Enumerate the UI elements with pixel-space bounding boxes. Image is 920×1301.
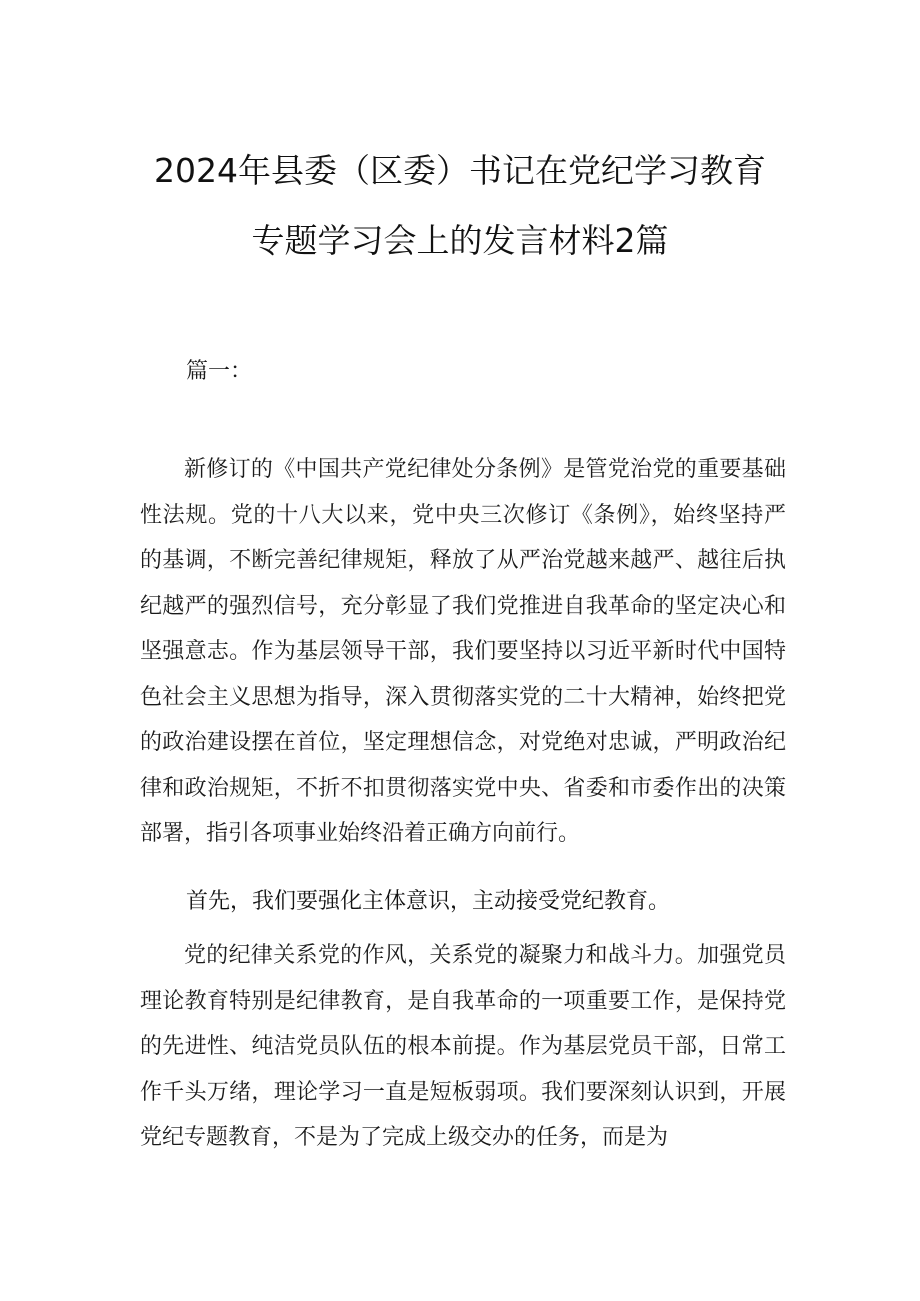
document-title-line-1: 2024年县委（区委）书记在党纪学习教育 [154,151,766,190]
document-title-line-2: 专题学习会上的发言材料2篇 [251,221,669,260]
section-label: 篇一： [186,359,253,384]
section-heading-1: 首先，我们要强化主体意识，主动接受党纪教育。 [186,889,671,914]
body-paragraph-2: 党的纪律关系党的作风，关系党的凝聚力和战斗力。加强党员理论教育特别是纪律教育，是自我革命的一项重要工作，是保持党的先进性、纯洁党员队伍的根本前提。作为基层党员干部，日常工作千头万绪，理论学习一直是短板弱项。我们要深刻认识到，开展党纪专题教育，不是为了完成上级交办的任务，而是为 [140,943,786,1150]
body-paragraph-1: 新修订的《中国共产党纪律处分条例》是管党治党的重要基础性法规。党的十八大以来，党中央三次修订《条例》，始终坚持严的基调，不断完善纪律规矩，释放了从严治党越来越严、越往后执纪越严的强烈信号，充分彰显了我们党推进自我革命的坚定决心和坚强意志。作为基层领导干部，我们要坚持以习近平新时代中国特色社会主义思想为指导，深入贯彻落实党的二十大精神，始终把党的政治建设摆在首位，坚定理想信念，对党绝对忠诚，严明政治纪律和政治规矩，不折不扣贯彻落实党中央、省委和市委作出的决策部署，指引各项事业始终沿着正确方向前行。 [140,457,786,846]
